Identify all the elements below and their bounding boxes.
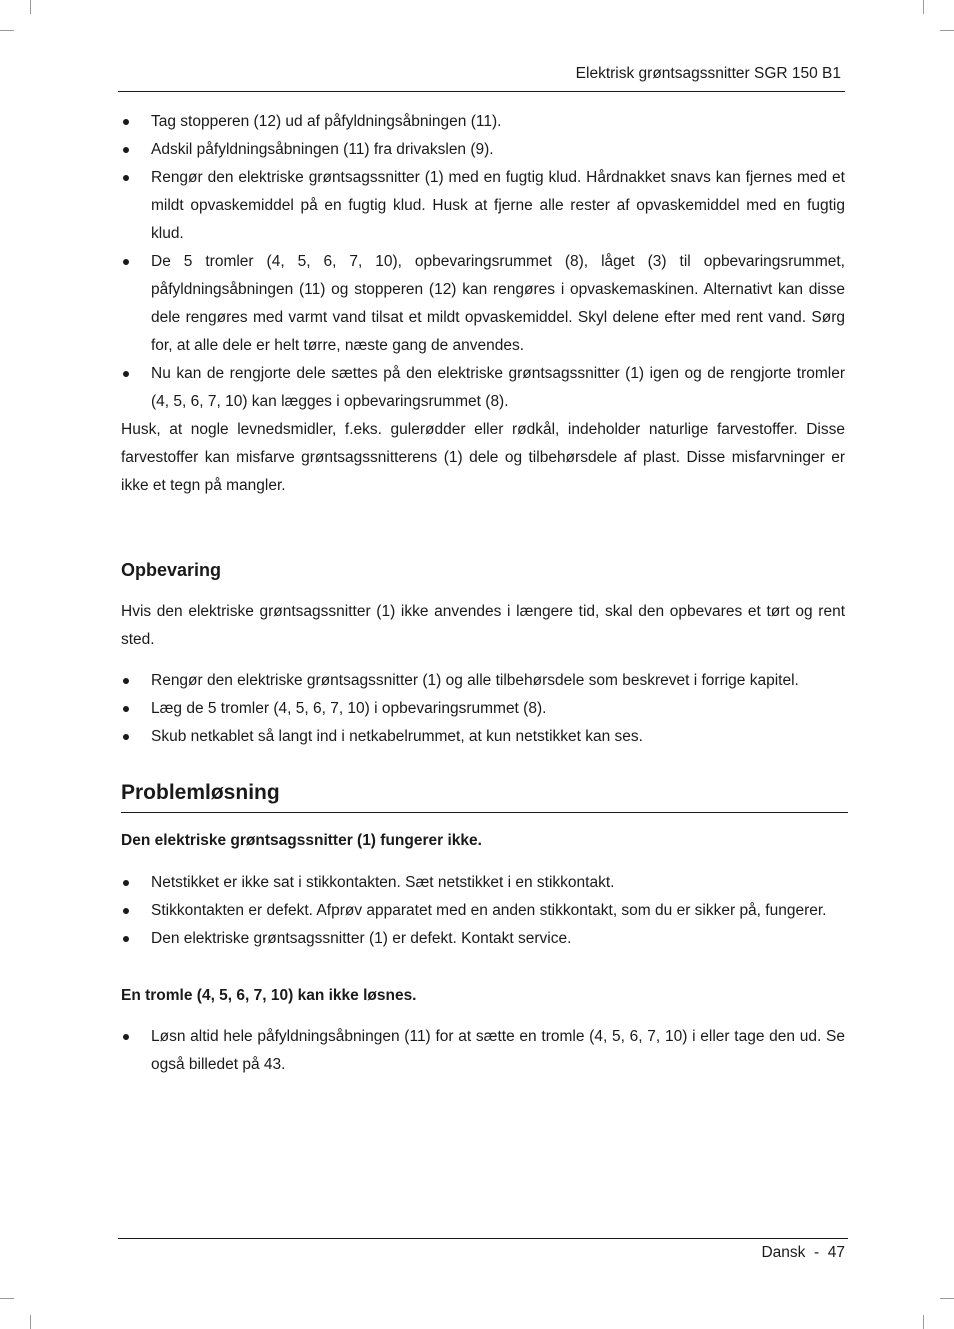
crop-mark	[940, 30, 954, 31]
list-item: Nu kan de rengjorte dele sættes på den elektriske grøntsagssnitter (1) igen og de rengjorte tromler (4, 5, 6, 7, 10) kan lægges i opbevaringsrummet (8).	[121, 360, 845, 416]
crop-mark	[923, 0, 924, 14]
cleaning-list	[121, 108, 845, 416]
problem-title: En tromle (4, 5, 6, 7, 10) kan ikke løsnes.	[121, 987, 417, 1004]
page-content	[121, 108, 845, 1079]
list-item: Skub netkablet så langt ind i netkabelrummet, at kun netstikket kan ses.	[121, 723, 845, 751]
page-number: Dansk - 47	[761, 1244, 845, 1261]
problem-list	[121, 869, 845, 953]
running-header: Elektrisk grøntsagssnitter SGR 150 B1	[575, 65, 841, 82]
troubleshooting-heading: Problemløsning	[121, 778, 848, 813]
header-rule	[118, 91, 845, 92]
storage-list	[121, 667, 845, 751]
problem-title: Den elektriske grøntsagssnitter (1) fungerer ikke.	[121, 832, 482, 849]
storage-intro: Hvis den elektriske grøntsagssnitter (1) ikke anvendes i længere tid, skal den opbevares et tørt og rent sted.	[121, 603, 845, 648]
storage-heading: Opbevaring	[121, 560, 222, 580]
list-item: De 5 tromler (4, 5, 6, 7, 10), opbevaringsrummet (8), låget (3) til opbevaringsrummet, påfyldningsåbningen (11) og stopperen (12) kan rengøres i opvaskemaskinen. Alternativt kan disse dele rengøres med varmt vand tilsat et mildt opvaskemiddel. Skyl delene efter med rent vand. Sørg for, at alle dele er helt tørre, næste gang de anvendes.	[121, 248, 845, 360]
list-item: Adskil påfyldningsåbningen (11) fra drivakslen (9).	[121, 136, 845, 164]
list-item: Netstikket er ikke sat i stikkontakten. Sæt netstikket i en stikkontakt.	[121, 869, 845, 897]
crop-mark	[923, 1315, 924, 1329]
crop-mark	[0, 30, 14, 31]
list-item: Stikkontakten er defekt. Afprøv apparatet med en anden stikkontakt, som du er sikker på, fungerer.	[121, 897, 845, 925]
list-item: Løsn altid hele påfyldningsåbningen (11) for at sætte en tromle (4, 5, 6, 7, 10) i eller tage den ud. Se også billedet på 43.	[121, 1023, 845, 1079]
list-item: Den elektriske grøntsagssnitter (1) er defekt. Kontakt service.	[121, 925, 845, 953]
crop-mark	[940, 1298, 954, 1299]
list-item: Læg de 5 tromler (4, 5, 6, 7, 10) i opbevaringsrummet (8).	[121, 695, 845, 723]
list-item: Rengør den elektriske grøntsagssnitter (1) med en fugtig klud. Hårdnakket snavs kan fjernes med et mildt opvaskemiddel på en fugtig klud. Husk at fjerne alle rester af opvaskemiddel med en fugtig klud.	[121, 164, 845, 248]
crop-mark	[30, 1315, 31, 1329]
crop-mark	[0, 1298, 14, 1299]
footer-rule	[118, 1238, 848, 1239]
problem-list	[121, 1023, 845, 1079]
cleaning-note: Husk, at nogle levnedsmidler, f.eks. gulerødder eller rødkål, indeholder naturlige farvestoffer. Disse farvestoffer kan misfarve grøntsagssnitterens (1) dele og tilbehørsdele af plast. Disse misfarvninger er ikke et tegn på mangler.	[121, 421, 845, 494]
crop-mark	[30, 0, 31, 14]
list-item: Tag stopperen (12) ud af påfyldningsåbningen (11).	[121, 108, 845, 136]
list-item: Rengør den elektriske grøntsagssnitter (1) og alle tilbehørsdele som beskrevet i forrige kapitel.	[121, 667, 845, 695]
